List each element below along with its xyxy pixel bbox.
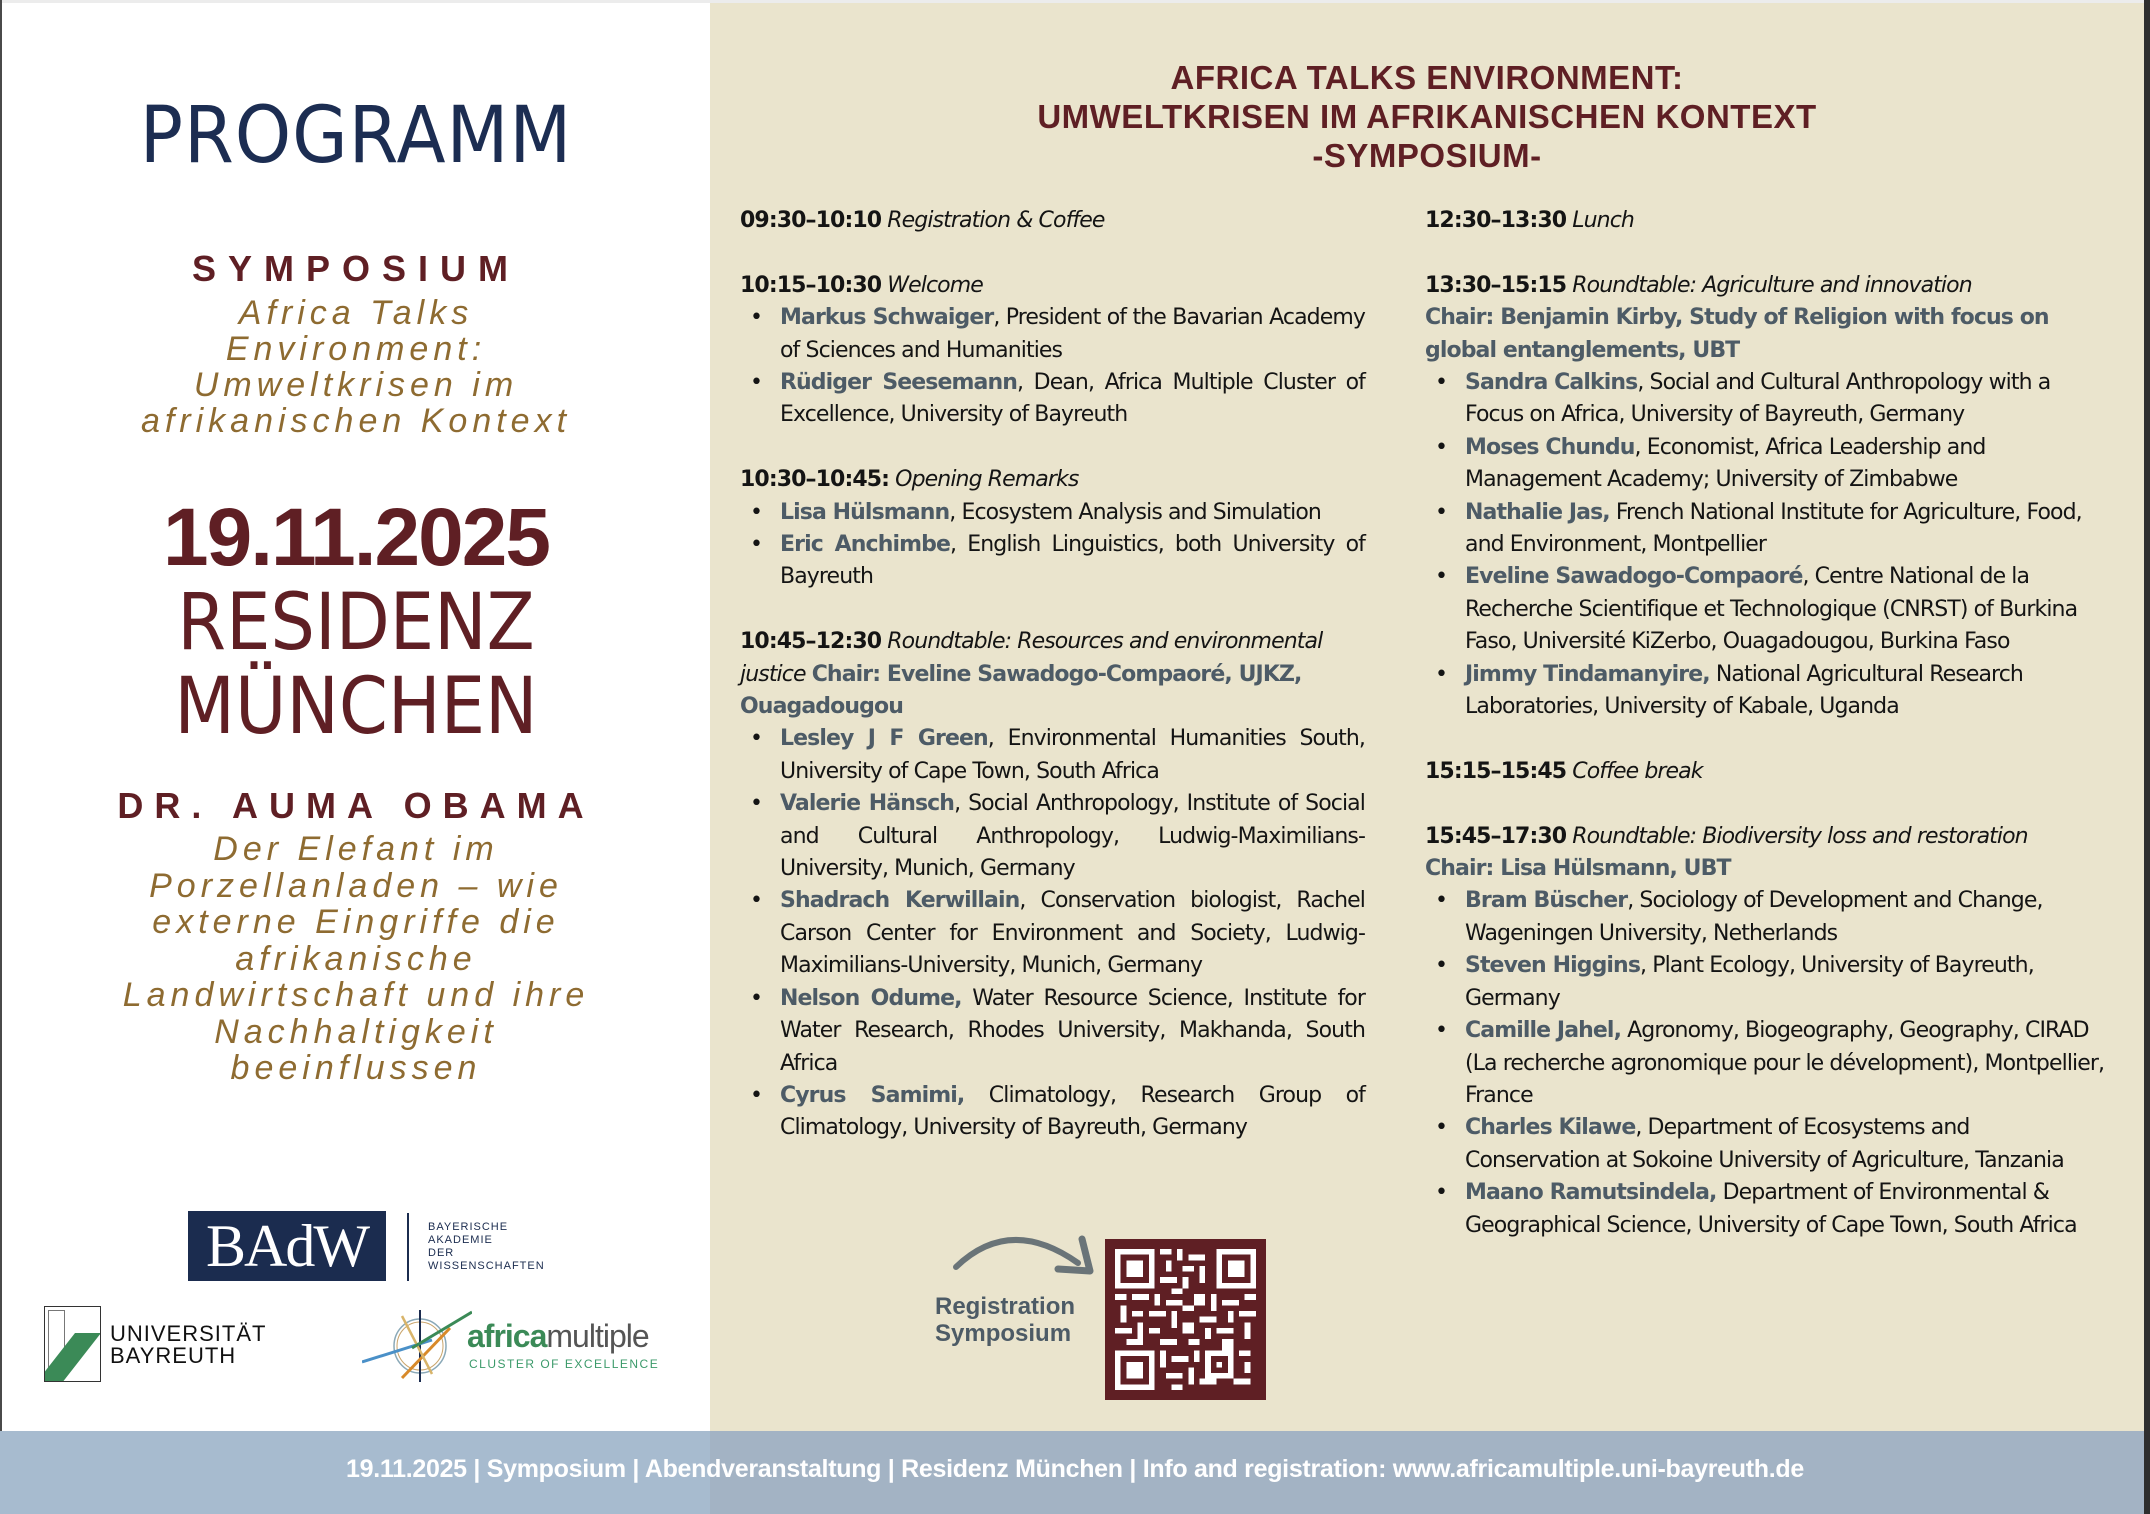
- schedule-session: [740, 626, 1365, 1145]
- speaker-affiliation: , Environmental Humanities South, University of Cape Town, South Africa: [780, 726, 1366, 784]
- session-title: Lunch: [1572, 208, 1634, 233]
- session-header: [1425, 205, 2105, 237]
- footer-info-text: 19.11.2025 | Symposium | Abendveranstaltung | Residenz München | Info and registration: www.africamultiple.uni-bayreuth.de: [346, 1455, 1804, 1483]
- speaker-list: [740, 723, 1365, 1144]
- session-title: Registration & Coffee: [887, 208, 1105, 233]
- session-time: 10:30–10:45:: [740, 467, 890, 493]
- speaker-affiliation: , Centre National de la Recherche Scientifique et Technologique (CNRST) of Burkina Faso, Université KiZerbo, Ouagadougou, Burkina Faso: [1465, 564, 2078, 655]
- speaker-list-item: [780, 885, 1365, 982]
- schedule-session: [1425, 205, 2105, 237]
- speaker-affiliation: , Economist, Africa Leadership and Management Academy; University of Zimbabwe: [1465, 434, 1986, 493]
- speaker-list-item: [780, 788, 1365, 885]
- curved-arrow-icon: [950, 1225, 1100, 1289]
- session-time: 10:15–10:30: [740, 272, 882, 298]
- speaker-affiliation: Agronomy, Biogeography, Geography, CIRAD (La recherche agronomique pour le dévelopment), Montpellier, France: [1465, 1018, 2105, 1108]
- session-time: 13:30–15:15: [1425, 272, 1567, 298]
- speaker-name: Bram Büscher: [1465, 888, 1628, 914]
- ubt-text-line: UNIVERSITÄT: [110, 1321, 267, 1346]
- badw-logo-divider: [407, 1213, 409, 1281]
- program-title-line: -SYMPOSIUM-: [1312, 137, 1542, 174]
- speaker-name: Valerie Hänsch: [780, 791, 955, 817]
- speaker-affiliation: , Department of Ecosystems and Conservation at Sokoine University of Agriculture, Tanzania: [1465, 1115, 2064, 1173]
- session-time: 10:45–12:30: [740, 629, 882, 655]
- speaker-list-item: [1465, 950, 2105, 1015]
- session-title: Roundtable: Biodiversity loss and restoration: [1572, 823, 2028, 849]
- speaker-name: Eric Anchimbe: [780, 532, 950, 558]
- speaker-affiliation: , Sociology of Development and Change, Wageningen University, Netherlands: [1465, 888, 2043, 946]
- speaker-list-item: [1465, 1112, 2105, 1177]
- schedule-column-afternoon: [1425, 205, 2105, 1274]
- speaker-list-item: [1465, 659, 2105, 724]
- footer-bar: [0, 1431, 2150, 1514]
- talk-line: Landwirtschaft und ihre: [122, 976, 590, 1014]
- qr-code-pattern: [1115, 1249, 1256, 1390]
- speaker-name: Nathalie Jas,: [1465, 499, 1610, 525]
- session-title: Welcome: [887, 272, 983, 298]
- speaker-affiliation: , English Linguistics, both University of Bayreuth: [780, 532, 1365, 590]
- ubt-logo-icon: [44, 1306, 101, 1382]
- talk-line: afrikanische: [235, 939, 477, 978]
- keynote-talk-title: [2, 831, 710, 1087]
- symposium-title-line: Africa Talks: [238, 294, 474, 332]
- speaker-name: Sandra Calkins: [1465, 370, 1638, 396]
- speaker-list-item: [780, 723, 1365, 788]
- speaker-list: [1425, 885, 2105, 1241]
- speaker-name: Nelson Odume,: [780, 985, 962, 1011]
- africamultiple-word-africa: africa: [467, 1318, 547, 1354]
- program-title-line: AFRICA TALKS ENVIRONMENT:: [1170, 59, 1684, 96]
- speaker-list-item: [1465, 561, 2105, 658]
- speaker-affiliation: Department of Environmental & Geographical Science, University of Cape Town, South Africa: [1465, 1180, 2077, 1238]
- speaker-name: Lisa Hülsmann: [780, 499, 950, 525]
- speaker-list-item: [780, 497, 1365, 529]
- speaker-name: Moses Chundu: [1465, 434, 1635, 460]
- schedule-session: [1425, 821, 2105, 1242]
- schedule-session: [1425, 756, 2105, 788]
- speaker-list-item: [1465, 432, 2105, 497]
- session-header: [1425, 270, 2105, 367]
- badw-text-line: WISSENSCHAFTEN: [428, 1260, 545, 1272]
- venue-line: MÜNCHEN: [174, 662, 538, 752]
- schedule-session: [740, 270, 1365, 432]
- session-header: [1425, 756, 2105, 788]
- event-venue: [37, 578, 674, 752]
- right-edge: [2144, 0, 2150, 1514]
- speaker-affiliation: , Ecosystem Analysis and Simulation: [949, 499, 1321, 525]
- speaker-affiliation: , Conservation biologist, Rachel Carson Center for Environment and Society, Ludwig-Maximilians-University, Munich, Germany: [780, 888, 1365, 979]
- speaker-list: [1425, 367, 2105, 723]
- talk-line: externe Eingriffe die: [152, 903, 560, 941]
- symposium-title-line: afrikanischen Kontext: [140, 402, 572, 440]
- session-header: [740, 626, 1365, 723]
- ubt-text-line: BAYREUTH: [110, 1343, 237, 1368]
- speaker-list-item: [1465, 1177, 2105, 1242]
- schedule-session: [740, 205, 1365, 237]
- programm-heading: PROGRAMM: [139, 91, 573, 181]
- badw-logo-text: [428, 1221, 545, 1273]
- speaker-name: Markus Schwaiger: [780, 305, 994, 331]
- africamultiple-wordmark: [467, 1318, 649, 1355]
- schedule-session: [740, 464, 1365, 594]
- speaker-affiliation: , President of the Bavarian Academy of Sciences and Humanities: [780, 305, 1365, 363]
- session-chair: Chair: Lisa Hülsmann, UBT: [1425, 856, 1731, 882]
- left-panel: [2, 3, 710, 1431]
- speaker-affiliation: Climatology, Research Group of Climatology, University of Bayreuth, Germany: [780, 1082, 1366, 1141]
- session-title: Roundtable: Agriculture and innovation: [1572, 272, 1972, 298]
- speaker-name: Steven Higgins: [1465, 953, 1641, 979]
- event-date: 19.11.2025: [163, 492, 549, 583]
- speaker-list: [740, 302, 1365, 432]
- speaker-name: Rüdiger Seesemann: [780, 370, 1018, 396]
- speaker-affiliation: , Social and Cultural Anthropology with a Focus on Africa, University of Bayreuth, Germany: [1465, 370, 2051, 428]
- talk-line: Porzellanladen – wie: [149, 866, 563, 905]
- schedule-session: [1425, 270, 2105, 724]
- speaker-list-item: [1465, 885, 2105, 950]
- speaker-name: Eveline Sawadogo-Compaoré: [1465, 564, 1803, 590]
- badw-text-line: BAYERISCHE: [428, 1221, 509, 1233]
- speaker-list-item: [1465, 367, 2105, 432]
- symposium-title-line: Umweltkrisen im: [193, 366, 519, 404]
- speaker-name: Lesley J F Green: [780, 726, 988, 752]
- registration-label-line: Symposium: [935, 1320, 1072, 1347]
- session-title: Roundtable: Resources and environmental justice: [740, 629, 1323, 687]
- talk-line: beeinflussen: [230, 1049, 482, 1087]
- speaker-name: Maano Ramutsindela,: [1465, 1180, 1717, 1206]
- speaker-name: Cyrus Samimi,: [780, 1082, 965, 1108]
- speaker-affiliation: French National Institute for Agriculture, Food, and Environment, Montpellier: [1465, 499, 2082, 558]
- symposium-label: SYMPOSIUM: [191, 248, 521, 289]
- talk-line: Der Elefant im: [213, 830, 499, 868]
- registration-label: [935, 1293, 1075, 1347]
- venue-line: RESIDENZ: [177, 578, 535, 668]
- speaker-list-item: [1465, 1015, 2105, 1112]
- speaker-list-item: [780, 367, 1365, 432]
- program-title: [710, 58, 2144, 175]
- speaker-list-item: [780, 1080, 1365, 1145]
- session-title: Opening Remarks: [895, 467, 1079, 493]
- session-title: Coffee break: [1572, 758, 1703, 784]
- session-time: 15:15–15:45: [1425, 758, 1567, 784]
- speaker-list-item: [780, 302, 1365, 367]
- speaker-name: Camille Jahel,: [1465, 1018, 1622, 1044]
- speaker-affiliation: , Plant Ecology, University of Bayreuth, Germany: [1465, 953, 2034, 1011]
- badw-text-line: DER: [428, 1247, 455, 1259]
- symposium-title: [2, 295, 710, 439]
- speaker-name: Shadrach Kerwillain: [780, 888, 1020, 914]
- right-panel: [710, 3, 2144, 1431]
- session-chair: Chair: Eveline Sawadogo-Compaoré, UJKZ, Ouagadougou: [740, 661, 1302, 720]
- africamultiple-word-multiple: multiple: [546, 1318, 649, 1354]
- left-border: [0, 0, 2, 1431]
- session-time: 12:30–13:30: [1425, 208, 1567, 233]
- session-header: [1425, 821, 2105, 886]
- africamultiple-compass-icon: [362, 1308, 472, 1383]
- badw-text-line: AKADEMIE: [428, 1234, 493, 1246]
- session-time: 09:30–10:10: [740, 208, 882, 233]
- speaker-affiliation: National Agricultural Research Laboratories, University of Kabale, Uganda: [1465, 661, 2023, 720]
- africamultiple-subtitle: CLUSTER OF EXCELLENCE: [469, 1357, 660, 1371]
- speaker-affiliation: Water Resource Science, Institute for Water Research, Rhodes University, Makhanda, South Africa: [780, 985, 1365, 1076]
- session-chair: Chair: Benjamin Kirby, Study of Religion with focus on global entanglements, UBT: [1425, 305, 2049, 363]
- speaker-list-item: [780, 529, 1365, 594]
- speaker-affiliation: , Dean, Africa Multiple Cluster of Excellence, University of Bayreuth: [780, 370, 1365, 428]
- speaker-list: [740, 497, 1365, 594]
- session-header: [740, 205, 1365, 237]
- session-header: [740, 270, 1365, 302]
- speaker-name: Charles Kilawe: [1465, 1115, 1636, 1141]
- qr-code-icon[interactable]: [1105, 1239, 1266, 1400]
- schedule-column-morning: [740, 205, 1365, 1177]
- symposium-title-line: Environment:: [225, 330, 487, 368]
- session-header: [740, 464, 1365, 496]
- keynote-speaker: DR. AUMA OBAMA: [117, 785, 595, 826]
- speaker-list-item: [1465, 497, 2105, 562]
- speaker-list-item: [780, 983, 1365, 1080]
- badw-logo: BAdW: [188, 1211, 386, 1281]
- registration-label-line: Registration: [935, 1293, 1076, 1320]
- program-title-line: UMWELTKRISEN IM AFRIKANISCHEN KONTEXT: [1037, 98, 1817, 135]
- session-time: 15:45–17:30: [1425, 823, 1567, 849]
- speaker-affiliation: , Social Anthropology, Institute of Social and Cultural Anthropology, Ludwig-Maximilians-University, Munich, Germany: [780, 791, 1365, 882]
- ubt-logo-text: [110, 1323, 266, 1367]
- speaker-name: Jimmy Tindamanyire,: [1465, 661, 1710, 687]
- talk-line: Nachhaltigkeit: [214, 1012, 498, 1051]
